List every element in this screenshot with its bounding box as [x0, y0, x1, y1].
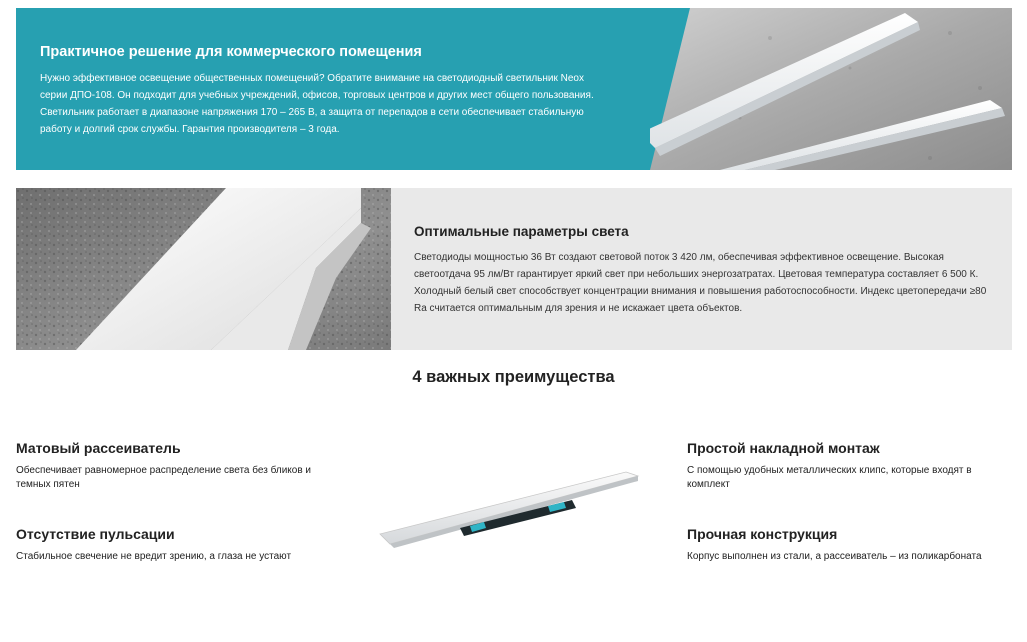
advantage-title: Отсутствие пульсации [16, 526, 175, 542]
commercial-solution-description: Нужно эффективное освещение общественных помещений? Обратите внимание на светодиодный светильник Neox серии ДПО-108. Он подходит для учебных учреждений, офисов, торговых центров и других мест общего пользования. Светильник работает в диапазоне напряжения 170 – 265 В, а защита от перепадов в сети обеспечивает стабильную работу и долгий срок службы. Гарантия производителя – 3 года. [40, 73, 594, 135]
advantage-text: Корпус выполнен из стали, а рассеиватель – из поликарбоната [687, 551, 982, 562]
advantage-matte-diffuser [16, 440, 346, 492]
product-lamp-image [376, 468, 642, 550]
advantages-heading: 4 важных преимущества [412, 368, 615, 386]
light-parameters-section [16, 188, 1012, 350]
advantage-no-flicker [16, 526, 346, 564]
light-parameters-title: Оптимальные параметры света [414, 224, 629, 239]
commercial-solution-text [40, 44, 610, 138]
lamp-closeup-photo [16, 188, 391, 350]
light-parameters-description: Светодиоды мощностью 36 Вт создают световой поток 3 420 лм, обеспечивая эффективное освещение. Высокая светоотдача 95 лм/Вт гарантирует яркий свет при небольших энергозатратах. Цветовая температура составляет 6 500 К. Холодный белый свет способствует концентрации внимания и повышения работоспособности. Индекс цветопередачи ≥80 Ra считается оптимальным для зрения и не искажает цвета объектов. [414, 252, 987, 314]
advantage-title: Прочная конструкция [687, 526, 838, 542]
light-parameters-text [414, 224, 994, 317]
advantage-title: Простой накладной монтаж [687, 440, 880, 456]
ceiling-lamp-photo [650, 8, 1012, 170]
commercial-solution-title: Практичное решение для коммерческого помещения [40, 44, 422, 60]
advantage-text: Стабильное свечение не вредит зрению, а глаза не устают [16, 551, 292, 562]
advantage-durable-construction [687, 526, 1017, 564]
advantage-text: С помощью удобных металлических клипс, которые входят в комплект [687, 465, 972, 490]
advantage-easy-mounting [687, 440, 1017, 492]
commercial-solution-section [16, 8, 1012, 170]
advantage-title: Матовый рассеиватель [16, 440, 181, 456]
advantage-text: Обеспечивает равномерное распределение света без бликов и темных пятен [16, 465, 312, 490]
